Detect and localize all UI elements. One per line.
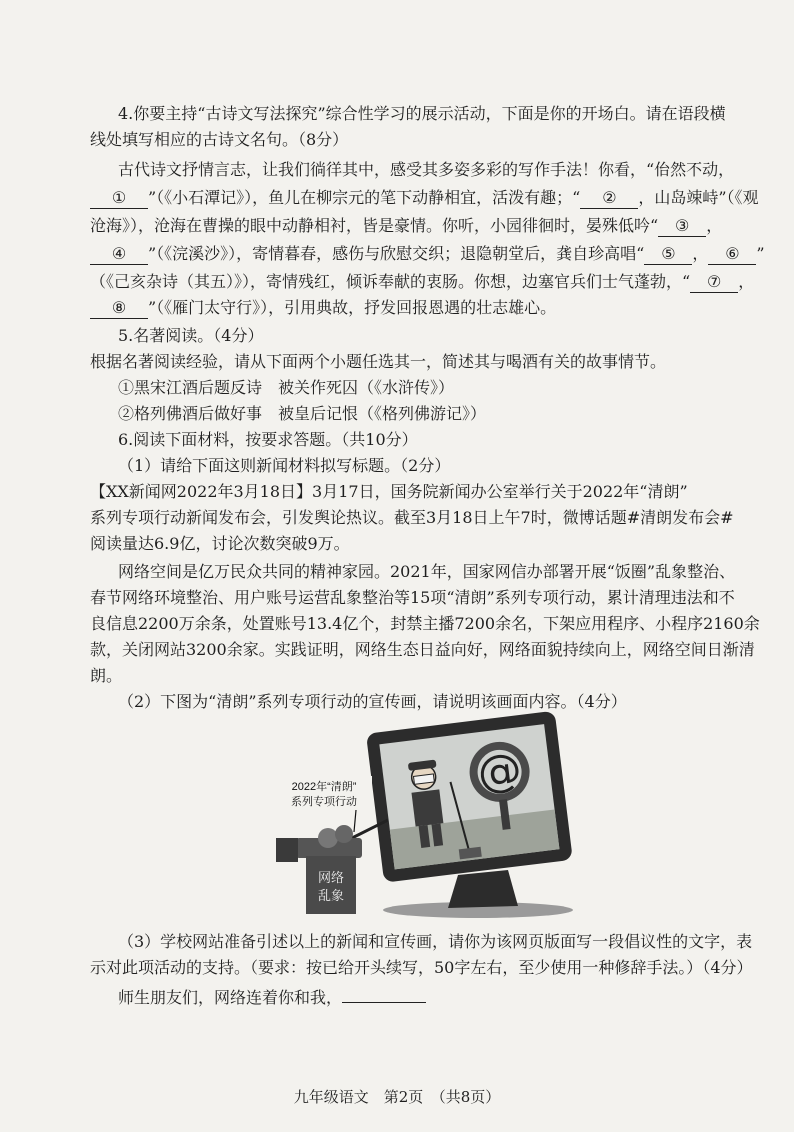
news-line6: 良信息2200万余条，处置账号13.4亿个，封禁主播7200余名，下架应用程序、小程序2160余 xyxy=(90,614,760,633)
q4-passage-line2 xyxy=(90,188,759,209)
blank-7[interactable]: ⑦ xyxy=(690,272,738,293)
answer-start: 师生朋友们，网络连着你和我， xyxy=(118,988,343,1007)
answer-start-line xyxy=(118,988,426,1008)
q4-text: ， xyxy=(738,272,755,291)
q5-option-1: ①黑宋江酒后题反诗 被关作死囚（《水浒传》） xyxy=(118,378,455,397)
q4-text: ， xyxy=(692,244,709,263)
news-line1: 【XX新闻网2022年3月18日】3月17日，国务院新闻办公室举行关于2022年“清朗” xyxy=(90,482,688,501)
q4-text: 沧海》），沧海在曹操的眼中动静相衬，皆是豪情。你听，小园徘徊时，晏殊低吟“ xyxy=(90,216,659,235)
blank-5[interactable]: ⑤ xyxy=(644,244,692,265)
q6-sub1: （1）请给下面这则新闻材料拟写标题。（2分） xyxy=(118,456,451,475)
trash-can-small xyxy=(276,838,298,862)
q4-text: （《己亥杂诗（其五）》），寄情残红，倾诉奉献的衷肠。你想，边塞官兵们士气蓬勃，“ xyxy=(90,272,691,291)
q5-option-2: ②格列佛酒后做好事 被皇后记恨（《格列佛游记》） xyxy=(118,404,487,423)
worker-mask xyxy=(413,774,434,784)
q4-text: ”（《小石潭记》），鱼儿在柳宗元的笔下动静相宜，活泼有趣；“ xyxy=(148,188,581,207)
q6-title: 6.阅读下面材料，按要求答题。（共10分） xyxy=(118,430,418,449)
trash-bin xyxy=(306,856,356,914)
blank-1[interactable]: ① xyxy=(90,188,148,209)
q4-prompt-line1: 4.你要主持“古诗文写法探究”综合性学习的展示活动，下面是你的开场白。请在语段横 xyxy=(118,104,726,123)
blank-4[interactable]: ④ xyxy=(90,244,148,265)
news-line3: 阅读量达6.9亿，讨论次数突破9万。 xyxy=(90,534,350,553)
q4-text: ”（《浣溪沙》），寄情暮春，感伤与欣慰交织；退隐朝堂后，龚自珍高唱“ xyxy=(148,244,645,263)
q6-sub3-line1: （3）学校网站准备引述以上的新闻和宣传画，请你为该网页版面写一段倡议性的文字，表 xyxy=(118,932,753,951)
q4-text: ”（《雁门太守行》），引用典故，抒发回报恩遇的壮志雄心。 xyxy=(148,298,557,317)
q4-prompt-line2: 线处填写相应的古诗文名句。（8分） xyxy=(90,130,349,149)
q4-passage-line6 xyxy=(90,298,556,319)
q4-text: ，山岛竦峙”（《观 xyxy=(638,188,759,207)
q6-sub2: （2）下图为“清朗”系列专项行动的宣传画，请说明该画面内容。（4分） xyxy=(118,692,627,711)
q5-title: 5.名著阅读。（4分） xyxy=(118,326,264,345)
q4-text: ， xyxy=(706,216,723,235)
figure-label-line1: 2022年“清朗” xyxy=(291,781,357,793)
poster-illustration xyxy=(268,710,578,920)
bin-label-1: 网络 xyxy=(317,870,345,885)
q4-passage-line1: 古代诗文抒情言志，让我们徜徉其中，感受其多姿多彩的写作手法！你看，“佁然不动， xyxy=(118,160,735,179)
q4-passage-line3 xyxy=(90,216,722,237)
svg-text:@: @ xyxy=(474,743,525,800)
bin-label-2: 乱象 xyxy=(317,888,345,903)
answer-blank[interactable] xyxy=(342,1002,426,1003)
worker-body xyxy=(411,789,443,826)
q4-passage-line5 xyxy=(90,272,754,293)
news-line8: 朗。 xyxy=(90,666,123,685)
blank-3[interactable]: ③ xyxy=(658,216,706,237)
q4-text: ” xyxy=(756,244,765,263)
news-line5: 春节网络环境整治、用户账号运营乱象整治等15项“清朗”系列专项行动，累计清理违法和不 xyxy=(90,588,735,607)
q5-intro: 根据名著阅读经验，请从下面两个小题任选其一，简述其与喝酒有关的故事情节。 xyxy=(90,352,667,371)
blank-6[interactable]: ⑥ xyxy=(708,244,756,265)
page-footer: 九年级语文 第2页 （共8页） xyxy=(293,1088,501,1106)
blank-2[interactable]: ② xyxy=(580,188,638,209)
qinglang-poster xyxy=(268,710,578,920)
news-line2: 系列专项行动新闻发布会，引发舆论热议。截至3月18日上午7时，微博话题#清朗发布会# xyxy=(90,508,734,527)
news-line4: 网络空间是亿万民众共同的精神家园。2021年，国家网信办部署开展“饭圈”乱象整治、 xyxy=(118,562,736,581)
news-line7: 款，关闭网站3200余家。实践证明，网络生态日益向好，网络面貌持续向上，网络空间日渐清 xyxy=(90,640,755,659)
blank-8[interactable]: ⑧ xyxy=(90,298,148,319)
q6-sub3-line2: 示对此项活动的支持。（要求：按已给开头续写，50字左右，至少使用一种修辞手法。）（4分） xyxy=(90,958,753,977)
monitor-stand xyxy=(448,870,518,908)
q4-passage-line4 xyxy=(90,244,765,265)
caption-pointer xyxy=(354,810,356,832)
figure-label-line2: 系列专项行动 xyxy=(291,796,357,808)
